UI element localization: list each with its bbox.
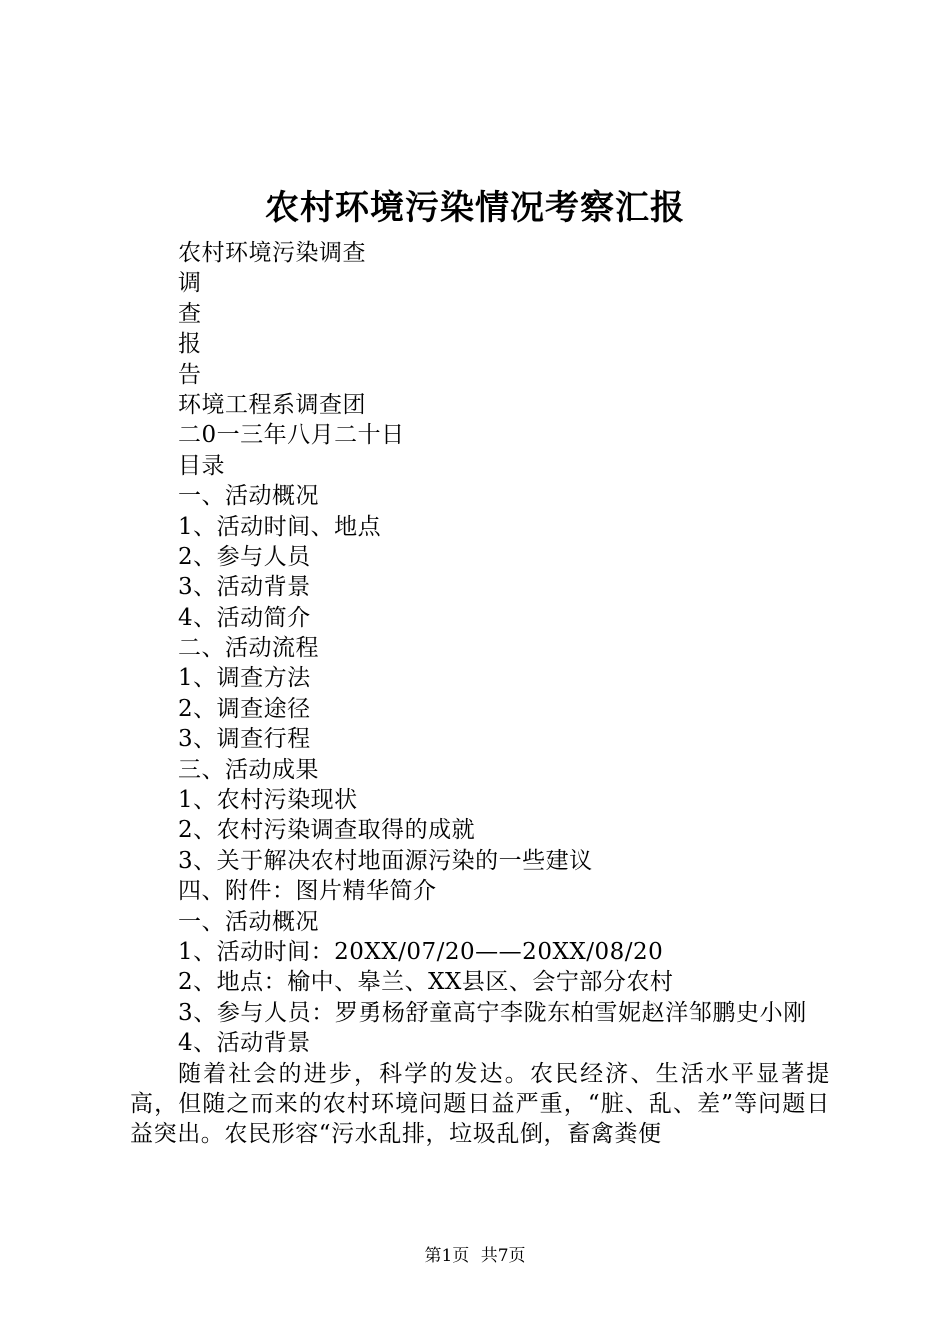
page-total: 共7页 (480, 1246, 526, 1266)
text-line: 告 (178, 361, 202, 388)
toc-heading: 目录 (178, 452, 225, 479)
text-line: 农村环境污染调查 (178, 240, 366, 266)
document-title: 农村环境污染情况考察汇报 (265, 188, 685, 228)
toc-item: 1、调查方法 (178, 665, 311, 692)
toc-item: 2、调查途径 (178, 695, 311, 722)
background-paragraph: 随着社会的进步，科学的发达。农民经济、生活水平显著提高，但随之而来的农村环境问题日益严重，“脏、乱、差”等问题日益突出。农民形容“污水乱排，垃圾乱倒，畜禽粪便 (130, 1060, 830, 1148)
toc-item: 一、活动概况 (178, 483, 319, 510)
toc-item: 3、活动背景 (178, 574, 311, 601)
toc-item: 二、活动流程 (178, 635, 319, 662)
page-number: 第1页 (424, 1246, 470, 1266)
text-line: 1、活动时间：20XX/07/20——20XX/08/20 (178, 938, 664, 965)
text-line: 调 (178, 270, 202, 297)
toc-item: 3、调查行程 (178, 726, 311, 753)
text-line: 二0一三年八月二十日 (178, 422, 405, 449)
toc-item: 四、附件：图片精华简介 (178, 878, 437, 905)
section-heading: 4、活动背景 (178, 1030, 311, 1057)
page-footer (0, 1244, 950, 1268)
participants-paragraph: 3、参与人员：罗勇杨舒童高宁李陇东柏雪妮赵洋邹鹏史小刚 (178, 999, 807, 1026)
text-line: 环境工程系调查团 (178, 391, 366, 418)
text-line: 2、地点：榆中、皋兰、XX县区、会宁部分农村 (178, 969, 674, 996)
text-line: 查 (178, 300, 202, 327)
document-body (130, 238, 830, 1150)
text-line: 报 (178, 331, 202, 358)
toc-item: 2、参与人员 (178, 543, 311, 570)
toc-item: 1、活动时间、地点 (178, 513, 382, 540)
toc-item: 三、活动成果 (178, 756, 319, 783)
toc-item: 3、关于解决农村地面源污染的一些建议 (178, 847, 593, 874)
toc-item: 1、农村污染现状 (178, 787, 358, 814)
section-heading: 一、活动概况 (178, 908, 319, 935)
toc-item: 4、活动简介 (178, 604, 311, 631)
toc-item: 2、农村污染调查取得的成就 (178, 817, 476, 844)
